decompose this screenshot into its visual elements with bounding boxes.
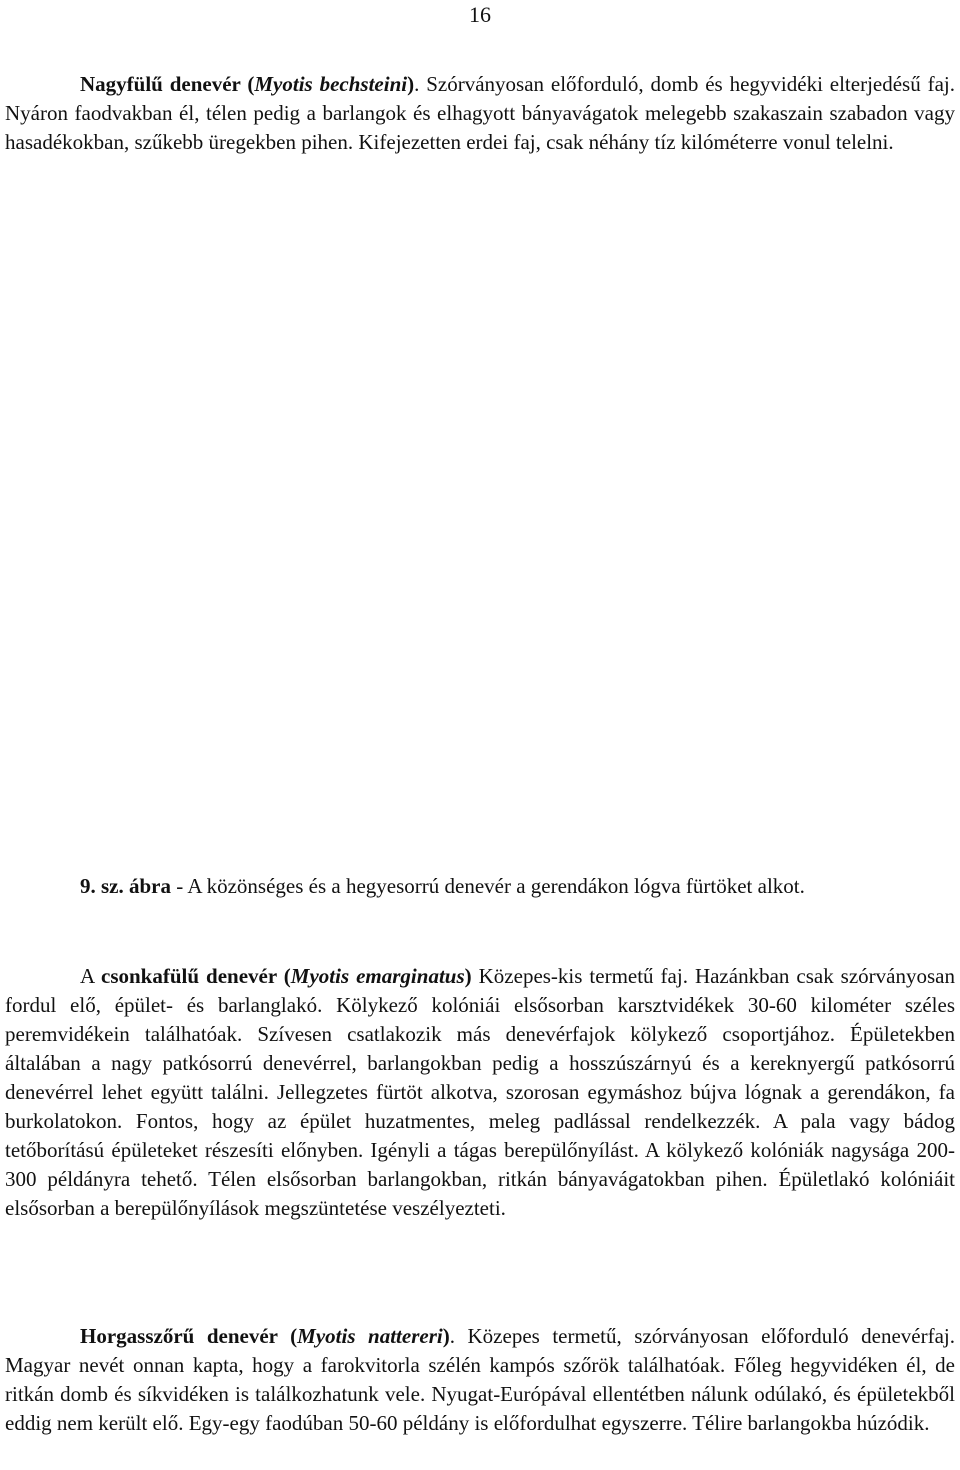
species-name: csonkafülű denevér (Myotis emarginatus) (101, 964, 472, 988)
figure-placeholder (5, 200, 955, 860)
species-name: Nagyfülű denevér (Myotis bechsteini) (80, 72, 415, 96)
figure-caption (80, 872, 940, 901)
caption-label: 9. sz. ábra (80, 874, 171, 898)
page-number: 16 (469, 2, 491, 27)
paragraph-nattereri (5, 1322, 955, 1438)
paragraph-text: . Közepes termetű, szórványosan előforduló denevérfaj. Magyar nevét onnan kapta, hogy a farokvitorla szélén kampós szőrök találhatóak. Főleg hegyvidéken él, de ritkán domb és síkvidéken is találkozhatunk vele. Nyugat-Európával ellentétben nálunk odúlakó, és épületekből eddig nem került elő. Egy-egy faodúban 50-60 példány is előfordulhat egyszerre. Télire barlangokba húzódik. (5, 1324, 955, 1435)
paragraph-emarginatus: A csonkafülű denevér (Myotis emarginatus) Közepes-kis termetű faj. Hazánkban csak szórványosan fordul elő, épület- és barlanglakó. Kölykező kolóniái elsősorban karsztvidékek 30-60 kilométer széles peremvidékein találhatóak. Szívesen csatlakozik más denevérfajok kölykező csoportjához. Épületekben általában a nagy patkósorrú denevérrel, barlangokban pedig a hosszúszárnyú és a kereknyergű patkósorrú denevérrel lehet együtt találni. Jellegzetes fürtöt alkotva, szorosan egymáshoz bújva lógnak a gerendákon, fa burkolatokon. Fontos, hogy az épület huzatmentes, meleg padlással rendelkezzék. A pala vagy bádog tetőborítású épületeket részesíti előnyben. Igényli a tágas berepülőnyílást. A kölykező kolóniák nagysága 200-300 példányra tehető. Télen elsősorban barlangokban, ritkán bányavágatokban pihen. Épületlakó kolóniáit elsősorban a berepülőnyílások megszüntetése veszélyezteti. (5, 964, 955, 1220)
latin-name: Myotis nattereri (297, 1324, 443, 1348)
latin-name: Myotis bechsteini (254, 72, 408, 96)
latin-name: Myotis emarginatus (290, 964, 465, 988)
paragraph-text: . Szórványosan előforduló, domb és hegyvidéki elterjedésű faj. Nyáron faodvakban él, télen pedig a barlangok és elhagyott bányavágatok melegebb szakaszain szabadon vagy hasadékokban, szűkebb üregekben pihen. Kifejezetten erdei faj, csak néhány tíz kilóméterre vonul telelni. (5, 72, 956, 154)
paragraph-bechstein (5, 70, 955, 157)
paragraph-text: Közepes-kis termetű faj. Hazánkban csak szórványosan fordul elő, épület- és barlanglakó. Kölykező kolóniái elsősorban karsztvidékek 30-60 kilométer széles peremvidékein találhatóak. Szívesen csatlakozik más denevérfajok kölykező csoportjához. Épületekben általában a nagy patkósorrú denevérrel, barlangokban pedig a hosszúszárnyú és a kereknyergű patkósorrú denevérrel lehet együtt találni. Jellegzetes fürtöt alkotva, szorosan egymáshoz bújva lógnak a gerendákon, fa burkolatokon. Fontos, hogy az épület huzatmentes, meleg padlással rendelkezzék. A pala vagy bádog tetőborítású épületeket részesíti előnyben. Igényli a tágas berepülőnyílást. A kölykező kolóniák nagysága 200-300 példányra tehető. Télen elsősorban barlangokban, ritkán bányavágatokban pihen. Épületlakó kolóniáit elsősorban a berepülőnyílások megszüntetése veszélyezteti. (5, 964, 955, 1220)
caption-text: - A közönséges és a hegyesorrú denevér a gerendákon lógva fürtöket alkot. (171, 874, 805, 898)
species-name: Horgasszőrű denevér (Myotis nattereri) (80, 1324, 450, 1348)
